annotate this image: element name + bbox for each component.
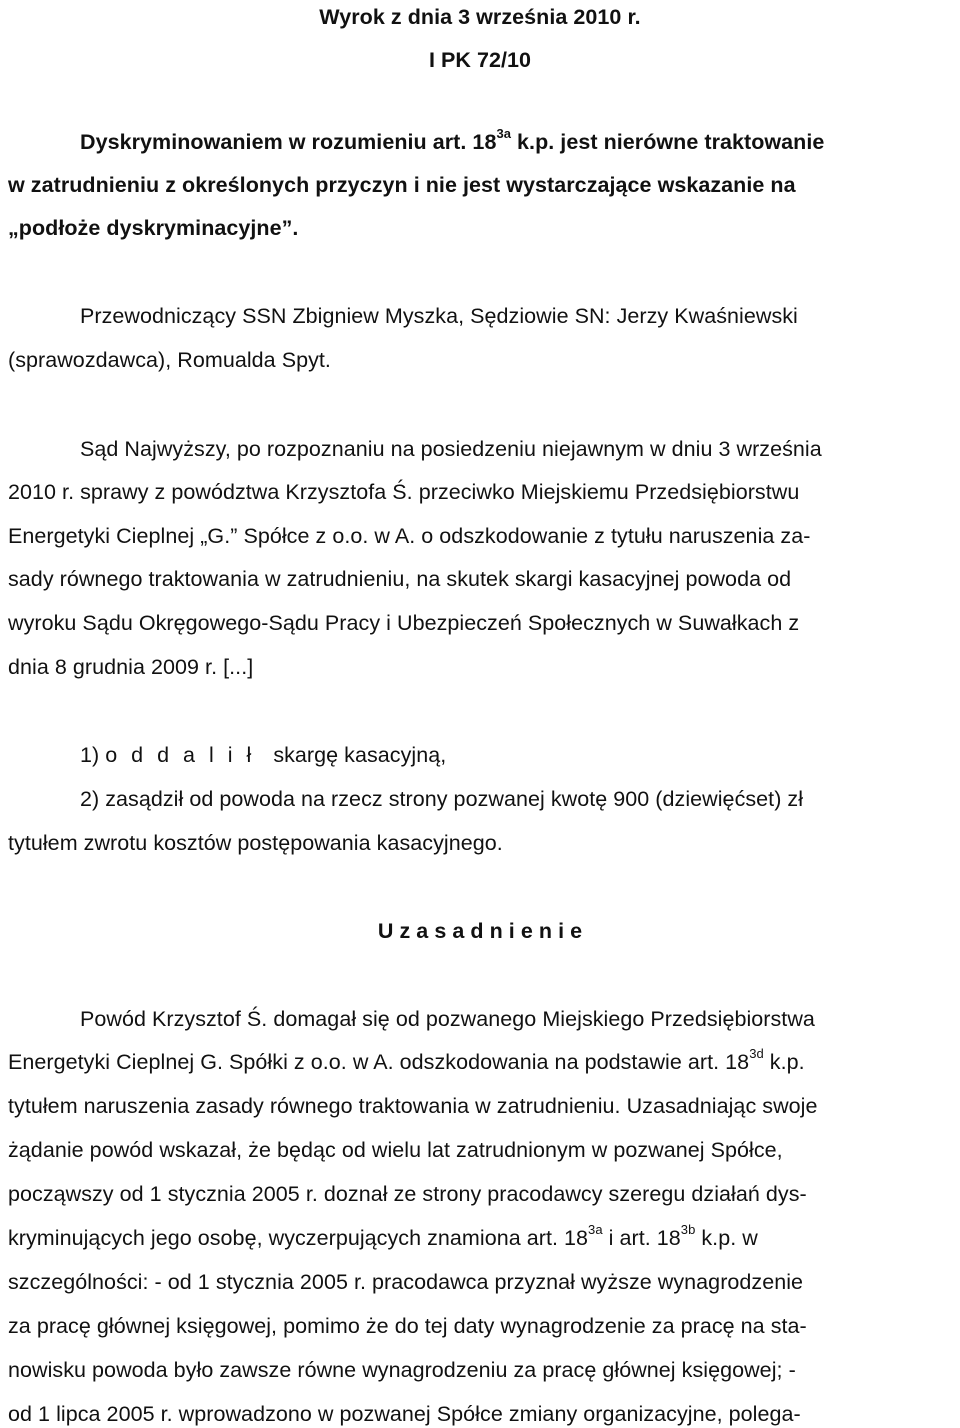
article-superscript: 3b [680, 1221, 696, 1237]
ruling-item-1 [80, 742, 446, 768]
intro-line-5: wyroku Sądu Okręgowego-Sądu Pracy i Ubezpieczeń Społecznych w Suwałkach z [8, 611, 800, 635]
justification-line-8: za pracę głównej księgowej, pomimo że do tej daty wynagrodzenie za pracę na sta- [8, 1314, 807, 1338]
justification-line-10: od 1 lipca 2005 r. wprowadzono w pozwanej Spółce zmiany organizacyjne, polega- [8, 1402, 801, 1426]
article-superscript: 3a [496, 125, 512, 141]
justification-line-7: szczególności: - od 1 stycznia 2005 r. pracodawca przyznał wyższe wynagrodzenie [8, 1270, 804, 1294]
thesis-text: Dyskryminowaniem w rozumieniu art. 18 [80, 130, 497, 154]
justification-heading: U z a s a d n i e n i e [377, 919, 583, 943]
thesis-line-3: „podłoże dyskryminacyjne”. [8, 216, 299, 240]
justification-line-5: począwszy od 1 stycznia 2005 r. doznał ze strony pracodawcy szeregu działań dys- [8, 1182, 807, 1206]
panel-line-1: Przewodniczący SSN Zbigniew Myszka, Sędziowie SN: Jerzy Kwaśniewski [80, 304, 798, 328]
ruling-number: 1) [80, 743, 106, 767]
ruling-item-2-line-1: 2) zasądził od powoda na rzecz strony pozwanej kwotę 900 (dziewięćset) zł [80, 787, 804, 811]
judgment-title: Wyrok z dnia 3 września 2010 r. [319, 5, 641, 29]
justification-text: k.p. w [695, 1226, 758, 1250]
thesis-line-1 [80, 125, 825, 155]
intro-line-2: 2010 r. sprawy z powództwa Krzysztofa Ś. przeciwko Miejskiemu Przedsiębiorstwu [8, 480, 800, 504]
ruling-verb: o d d a l i ł [105, 743, 256, 767]
justification-line-3: tytułem naruszenia zasady równego traktowania w zatrudnieniu. Uzasadniając swoje [8, 1094, 818, 1118]
ruling-item-2-line-2: tytułem zwrotu kosztów postępowania kasacyjnego. [8, 831, 503, 855]
case-number: I PK 72/10 [428, 48, 532, 72]
justification-line-2 [8, 1045, 805, 1075]
justification-line-6 [8, 1221, 758, 1251]
intro-line-4: sady równego traktowania w zatrudnieniu, na skutek skargi kasacyjnej powoda od [8, 567, 792, 591]
intro-line-6: dnia 8 grudnia 2009 r. [...] [8, 655, 254, 679]
justification-line-4: żądanie powód wskazał, że będąc od wielu lat zatrudnionym w pozwanej Spółce, [8, 1138, 783, 1162]
justification-line-9: nowisku powoda było zawsze równe wynagrodzeniu za pracę głównej księgowej; - [8, 1358, 796, 1382]
article-superscript: 3d [749, 1045, 764, 1061]
thesis-line-2: w zatrudnieniu z określonych przyczyn i nie jest wystarczające wskazanie na [8, 173, 796, 197]
thesis-text: k.p. jest nierówne traktowanie [511, 130, 825, 154]
justification-text: k.p. [763, 1050, 805, 1074]
justification-text: i art. 18 [602, 1226, 681, 1250]
justification-text: kryminujących jego osobę, wyczerpujących znamiona art. 18 [8, 1226, 589, 1250]
panel-line-2: (sprawozdawca), Romualda Spyt. [8, 348, 331, 372]
intro-line-3: Energetyki Cieplnej „G.” Spółce z o.o. w A. o odszkodowanie z tytułu naruszenia za- [8, 524, 811, 548]
article-superscript: 3a [588, 1221, 603, 1237]
justification-text: Energetyki Cieplnej G. Spółki z o.o. w A. odszkodowania na podstawie art. 18 [8, 1050, 750, 1074]
justification-line-1: Powód Krzysztof Ś. domagał się od pozwanego Miejskiego Przedsiębiorstwa [80, 1007, 815, 1031]
ruling-text: skargę kasacyjną, [255, 743, 447, 767]
intro-line-1: Sąd Najwyższy, po rozpoznaniu na posiedzeniu niejawnym w dniu 3 września [80, 437, 822, 461]
